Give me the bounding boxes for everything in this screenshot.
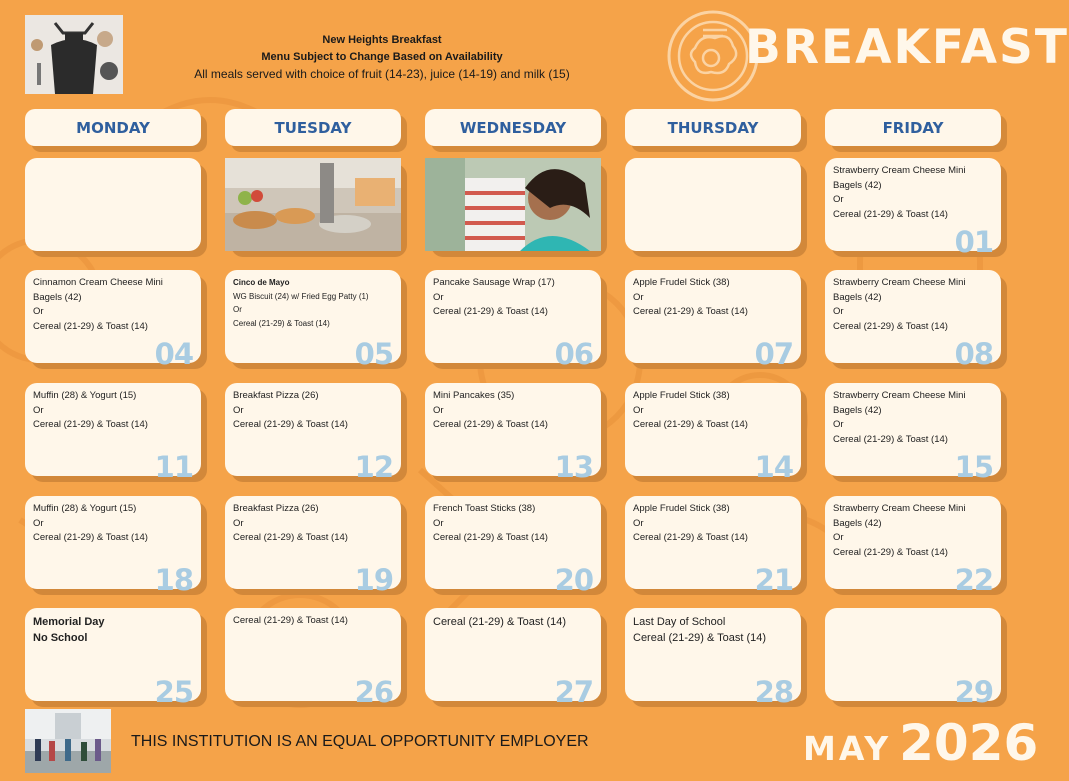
breakfast-title: BREAKFAST bbox=[745, 20, 1069, 75]
school-photo bbox=[25, 709, 111, 773]
menu-or: Or bbox=[33, 404, 44, 416]
month-label: MAY bbox=[803, 729, 892, 768]
menu-item: Muffin (28) & Yogurt (15) bbox=[33, 503, 137, 514]
menu-or: Or bbox=[633, 291, 644, 303]
calendar-cell-26 bbox=[225, 608, 401, 709]
menu-or: Or bbox=[433, 404, 444, 416]
date-number: 22 bbox=[954, 562, 993, 597]
menu-or: Or bbox=[33, 306, 44, 317]
menu-alt: Cereal (21-29) & Toast (14) bbox=[833, 546, 948, 558]
menu-item: Strawberry Cream Cheese Mini Bagels (42) bbox=[833, 503, 966, 529]
menu-or: Or bbox=[233, 404, 244, 416]
menu-subtitle: Menu Subject to Change Based on Availability bbox=[261, 51, 503, 63]
menu-alt: Cereal (21-29) & Toast (14) bbox=[433, 419, 548, 430]
date-number: 28 bbox=[754, 674, 793, 709]
menu-item: WG Biscuit (24) w/ Fried Egg Patty (1) bbox=[233, 291, 369, 301]
calendar-cell-05 bbox=[225, 270, 401, 371]
menu-item: Breakfast Pizza (26) bbox=[233, 390, 319, 401]
menu-alt: Cereal (21-29) & Toast (14) bbox=[833, 320, 948, 332]
day-header-wednesday: WEDNESDAY bbox=[425, 109, 601, 146]
date-number: 14 bbox=[754, 449, 793, 484]
date-number: 29 bbox=[954, 674, 993, 709]
holiday-note: No School bbox=[33, 632, 88, 644]
calendar-cell-08 bbox=[825, 270, 1001, 371]
calendar-cell-06 bbox=[425, 270, 601, 371]
menu-or: Or bbox=[433, 517, 444, 529]
menu-or: Or bbox=[633, 404, 644, 416]
menu-item: Apple Frudel Stick (38) bbox=[633, 277, 730, 288]
date-number: 01 bbox=[954, 224, 993, 259]
header-text bbox=[160, 32, 604, 83]
menu-or: Or bbox=[833, 194, 844, 205]
event-title: Last Day of School bbox=[633, 616, 726, 628]
menu-item: Cereal (21-29) & Toast (14) bbox=[233, 615, 348, 626]
year-label: 2026 bbox=[899, 714, 1039, 772]
date-number: 27 bbox=[554, 674, 593, 709]
menu-item: Cereal (21-29) & Toast (14) bbox=[633, 632, 767, 644]
calendar-cell-15 bbox=[825, 383, 1001, 484]
date-number: 25 bbox=[154, 674, 193, 709]
menu-alt: Cereal (21-29) & Toast (14) bbox=[833, 208, 948, 220]
calendar-cell-28 bbox=[625, 608, 801, 709]
calendar-cell-empty bbox=[25, 158, 201, 251]
menu-alt: Cereal (21-29) & Toast (14) bbox=[233, 419, 348, 430]
calendar-cell-11 bbox=[25, 383, 201, 484]
menu-item: Apple Frudel Stick (38) bbox=[633, 390, 730, 401]
calendar-cell-04 bbox=[25, 270, 201, 371]
menu-or: Or bbox=[833, 532, 844, 543]
menu-item: Strawberry Cream Cheese Mini Bagels (42) bbox=[833, 390, 966, 416]
date-number: 12 bbox=[354, 449, 393, 484]
student-photo bbox=[425, 158, 601, 251]
date-number: 21 bbox=[754, 562, 793, 597]
calendar-cell-13 bbox=[425, 383, 601, 484]
calendar-cell-29 bbox=[825, 608, 1001, 709]
menu-item: Mini Pancakes (35) bbox=[433, 390, 515, 401]
menu-item: Cereal (21-29) & Toast (14) bbox=[433, 616, 567, 628]
calendar-cell-07 bbox=[625, 270, 801, 371]
menu-title: New Heights Breakfast bbox=[322, 34, 442, 46]
menu-alt: Cereal (21-29) & Toast (14) bbox=[33, 532, 148, 543]
menu-item: Apple Frudel Stick (38) bbox=[633, 503, 730, 514]
menu-alt: Cereal (21-29) & Toast (14) bbox=[233, 532, 348, 543]
menu-alt: Cereal (21-29) & Toast (14) bbox=[233, 318, 330, 328]
menu-or: Or bbox=[633, 517, 644, 529]
apron-photo bbox=[25, 15, 123, 94]
calendar-cell-27 bbox=[425, 608, 601, 709]
menu-item: Breakfast Pizza (26) bbox=[233, 503, 319, 514]
holiday-title: Memorial Day bbox=[33, 616, 105, 628]
calendar-cell-20 bbox=[425, 496, 601, 597]
calendar-cell-19 bbox=[225, 496, 401, 597]
calendar-cell-21 bbox=[625, 496, 801, 597]
menu-alt: Cereal (21-29) & Toast (14) bbox=[433, 306, 548, 317]
day-header-tuesday: TUESDAY bbox=[225, 109, 401, 146]
menu-alt: Cereal (21-29) & Toast (14) bbox=[33, 320, 148, 332]
menu-alt: Cereal (21-29) & Toast (14) bbox=[633, 419, 748, 430]
menu-item: French Toast Sticks (38) bbox=[433, 503, 536, 514]
menu-or: Or bbox=[433, 291, 444, 303]
date-number: 19 bbox=[354, 562, 393, 597]
date-number: 06 bbox=[554, 336, 593, 371]
date-number: 26 bbox=[354, 674, 393, 709]
menu-or: Or bbox=[833, 419, 844, 430]
calendar-cell-18 bbox=[25, 496, 201, 597]
menu-or: Or bbox=[233, 305, 242, 314]
menu-item: Muffin (28) & Yogurt (15) bbox=[33, 390, 137, 401]
calendar-cell-empty bbox=[625, 158, 801, 251]
date-number: 20 bbox=[554, 562, 593, 597]
menu-or: Or bbox=[833, 306, 844, 317]
menu-item: Pancake Sausage Wrap (17) bbox=[433, 277, 555, 288]
event-title: Cinco de Mayo bbox=[233, 278, 290, 287]
menu-or: Or bbox=[33, 517, 44, 529]
date-number: 18 bbox=[154, 562, 193, 597]
day-header-friday: FRIDAY bbox=[825, 109, 1001, 146]
month-year bbox=[803, 714, 1039, 772]
date-number: 15 bbox=[954, 449, 993, 484]
menu-alt: Cereal (21-29) & Toast (14) bbox=[633, 532, 748, 543]
calendar-cell-22 bbox=[825, 496, 1001, 597]
calendar-cell-12 bbox=[225, 383, 401, 484]
menu-note: All meals served with choice of fruit (14-23), juice (14-19) and milk (15) bbox=[194, 67, 570, 81]
menu-or: Or bbox=[233, 517, 244, 529]
menu-alt: Cereal (21-29) & Toast (14) bbox=[833, 433, 948, 445]
date-number: 11 bbox=[154, 449, 193, 484]
day-header-monday: MONDAY bbox=[25, 109, 201, 146]
food-tray-photo bbox=[225, 158, 401, 251]
calendar-cell-01 bbox=[825, 158, 1001, 259]
date-number: 04 bbox=[154, 336, 193, 371]
menu-alt: Cereal (21-29) & Toast (14) bbox=[433, 532, 548, 543]
menu-alt: Cereal (21-29) & Toast (14) bbox=[33, 419, 148, 430]
equal-opportunity-statement: THIS INSTITUTION IS AN EQUAL OPPORTUNITY EMPLOYER bbox=[131, 733, 589, 750]
day-header-thursday: THURSDAY bbox=[625, 109, 801, 146]
menu-item: Strawberry Cream Cheese Mini Bagels (42) bbox=[833, 165, 966, 191]
date-number: 05 bbox=[354, 336, 393, 371]
date-number: 13 bbox=[554, 449, 593, 484]
calendar-cell-25 bbox=[25, 608, 201, 709]
menu-alt: Cereal (21-29) & Toast (14) bbox=[633, 306, 748, 317]
date-number: 08 bbox=[954, 336, 993, 371]
calendar-cell-14 bbox=[625, 383, 801, 484]
menu-item: Cinnamon Cream Cheese Mini Bagels (42) bbox=[33, 277, 163, 303]
menu-item: Strawberry Cream Cheese Mini Bagels (42) bbox=[833, 277, 966, 303]
date-number: 07 bbox=[754, 336, 793, 371]
